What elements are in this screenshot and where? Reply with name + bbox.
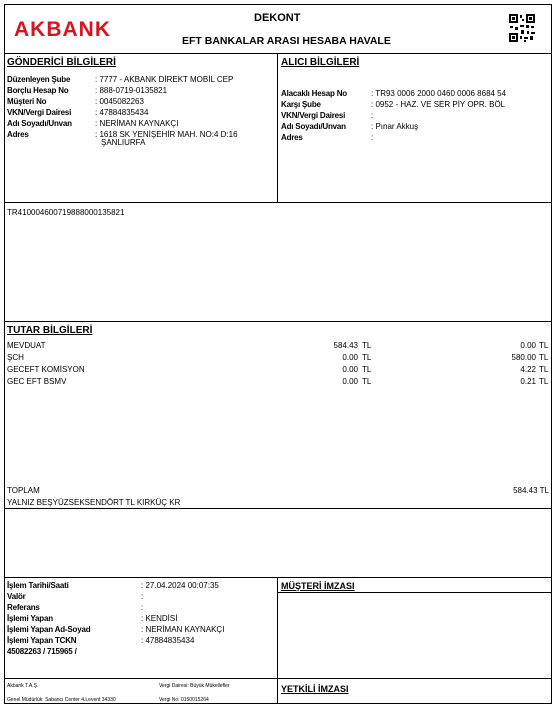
field-value: :: [371, 111, 374, 120]
amount-name: GEC EFT BSMV: [7, 377, 67, 386]
footer-tax-office: Vergi Dairesi: Büyük Mükellefler: [159, 683, 230, 689]
qr-code-icon: [508, 13, 536, 43]
footer-tax-no: Vergi No: 0150015264: [159, 697, 209, 703]
amount-row: [7, 365, 549, 377]
customer-signature-label: MÜŞTERİ İMZASI: [281, 581, 355, 591]
field-label: Adı Soyadı/Unvan: [281, 122, 346, 131]
amount-name: ŞCH: [7, 353, 24, 362]
receiver-field-account: [281, 89, 549, 100]
amount-currency-2: TL: [539, 365, 549, 374]
ref-line-text: 45082263 / 715965 /: [7, 647, 77, 656]
amount-currency-2: TL: [539, 341, 549, 350]
transaction-field-reference: [7, 603, 275, 614]
field-label: Adres: [281, 133, 303, 142]
amount-currency-2: TL: [539, 353, 549, 362]
customer-signature-underline: [277, 592, 552, 593]
field-label: Alacaklı Hesap No: [281, 89, 347, 98]
field-label: Düzenleyen Şube: [7, 75, 71, 84]
field-value: :: [141, 592, 144, 601]
transaction-field-performer-tckn: [7, 636, 275, 647]
amount-currency-1: TL: [362, 341, 372, 350]
field-value: : NERİMAN KAYNAKÇI: [141, 625, 225, 634]
amount-value-2: 4.22: [520, 365, 536, 374]
transaction-ref-line: [7, 647, 275, 658]
field-label: Adı Soyadı/Unvan: [7, 119, 72, 128]
amount-value-2: 580.00: [511, 353, 536, 362]
field-value: : Pınar Akkuş: [371, 122, 419, 131]
field-value: : 0952 - HAZ. VE SER PİY OPR. BÖL: [371, 100, 506, 109]
field-value: : 47884835434: [141, 636, 195, 645]
amount-value-2: 0.21: [520, 377, 536, 386]
sender-field-name: [7, 119, 275, 130]
field-label: İşlem Tarihi/Saati: [7, 581, 69, 590]
total-label: TOPLAM: [7, 486, 40, 495]
footer-divider: [4, 678, 552, 679]
field-value: : 47884835434: [95, 108, 149, 117]
amount-row: [7, 377, 549, 389]
amount-name: MEVDUAT: [7, 341, 46, 350]
field-value: : 0045082263: [95, 97, 144, 106]
field-value: :: [371, 133, 374, 142]
field-label: Adres: [7, 130, 29, 139]
amount-value-1: 0.00: [342, 377, 358, 386]
amount-name: GECEFT KOMİSYON: [7, 365, 85, 374]
akbank-logo: AKBANK: [14, 18, 111, 41]
amount-value-1: 584.43: [333, 341, 358, 350]
document-subtitle: EFT BANKALAR ARASI HESABA HAVALE: [182, 35, 391, 47]
field-label: Müşteri No: [7, 97, 47, 106]
transaction-fields: [7, 581, 275, 658]
field-label: Karşı Şube: [281, 100, 321, 109]
transaction-top-divider: [4, 577, 552, 578]
receiver-field-tax: [281, 111, 549, 122]
field-label: VKN/Vergi Dairesi: [281, 111, 346, 120]
transaction-field-datetime: [7, 581, 275, 592]
transaction-field-valor: [7, 592, 275, 603]
field-value: : 7777 - AKBANK DİREKT MOBİL CEP: [95, 75, 234, 84]
description-divider: [4, 321, 552, 322]
amount-currency-1: TL: [362, 377, 372, 386]
header-divider: [4, 53, 552, 54]
sender-fields: [7, 75, 275, 150]
party-bottom-divider: [4, 202, 552, 203]
amount-row: [7, 353, 549, 365]
field-label: İşlemi Yapan: [7, 614, 53, 623]
field-label: Borçlu Hesap No: [7, 86, 69, 95]
amount-value-1: 0.00: [342, 365, 358, 374]
sender-field-tax: [7, 108, 275, 119]
field-value: : 1618 SK YENİŞEHİR MAH. NO:4 D:16: [95, 130, 238, 139]
footer-address: Genel Müdürlük: Sabancı Center 4.Levent 34330: [7, 697, 116, 703]
field-label: Referans: [7, 603, 40, 612]
description-text: TR410004600719888000135821: [7, 208, 125, 217]
field-value: : 888-0719-0135821: [95, 86, 168, 95]
receiver-field-address: [281, 133, 549, 144]
total-value: 584.43 TL: [513, 486, 549, 495]
authorized-signature-label: YETKİLİ İMZASI: [281, 684, 349, 694]
field-value: : TR93 0006 2000 0460 0006 8684 54: [371, 89, 507, 98]
amount-currency-2: TL: [539, 377, 549, 386]
field-value-line2: ŞANLIURFA: [101, 138, 146, 147]
amount-in-words: YALNIZ BEŞYÜZSEKSENDÖRT TL KIRKÜÇ KR: [7, 498, 181, 507]
sender-field-customer-no: [7, 97, 275, 108]
sender-field-branch: [7, 75, 275, 86]
field-label: VKN/Vergi Dairesi: [7, 108, 72, 117]
field-value: : 27.04.2024 00:07:35: [141, 581, 219, 590]
receiver-fields: [281, 89, 549, 144]
field-value: : KENDİSİ: [141, 614, 178, 623]
amount-row: [7, 341, 549, 353]
amounts-divider: [4, 508, 552, 509]
receiver-field-name: [281, 122, 549, 133]
field-value: :: [141, 603, 144, 612]
field-label: Valör: [7, 592, 26, 601]
receiver-section-title: ALICI BİLGİLERİ: [281, 57, 360, 68]
field-value: : NERİMAN KAYNAKÇI: [95, 119, 179, 128]
amount-value-2: 0.00: [520, 341, 536, 350]
transaction-field-performer: [7, 614, 275, 625]
amount-value-1: 0.00: [342, 353, 358, 362]
amounts-table: [7, 341, 549, 389]
footer-company: Akbank T.A.Ş.: [7, 683, 39, 689]
field-label: İşlemi Yapan TCKN: [7, 636, 77, 645]
signature-divider: [277, 577, 278, 704]
amount-currency-1: TL: [362, 353, 372, 362]
sender-section-title: GÖNDERİCİ BİLGİLERİ: [7, 57, 116, 68]
amount-currency-1: TL: [362, 365, 372, 374]
amounts-section-title: TUTAR BİLGİLERİ: [7, 325, 93, 336]
sender-field-account: [7, 86, 275, 97]
field-label: İşlemi Yapan Ad-Soyad: [7, 625, 91, 634]
sender-field-address: [7, 130, 275, 150]
document-title: DEKONT: [254, 12, 301, 24]
receiver-field-branch: [281, 100, 549, 111]
transaction-field-performer-name: [7, 625, 275, 636]
party-divider: [277, 53, 278, 202]
